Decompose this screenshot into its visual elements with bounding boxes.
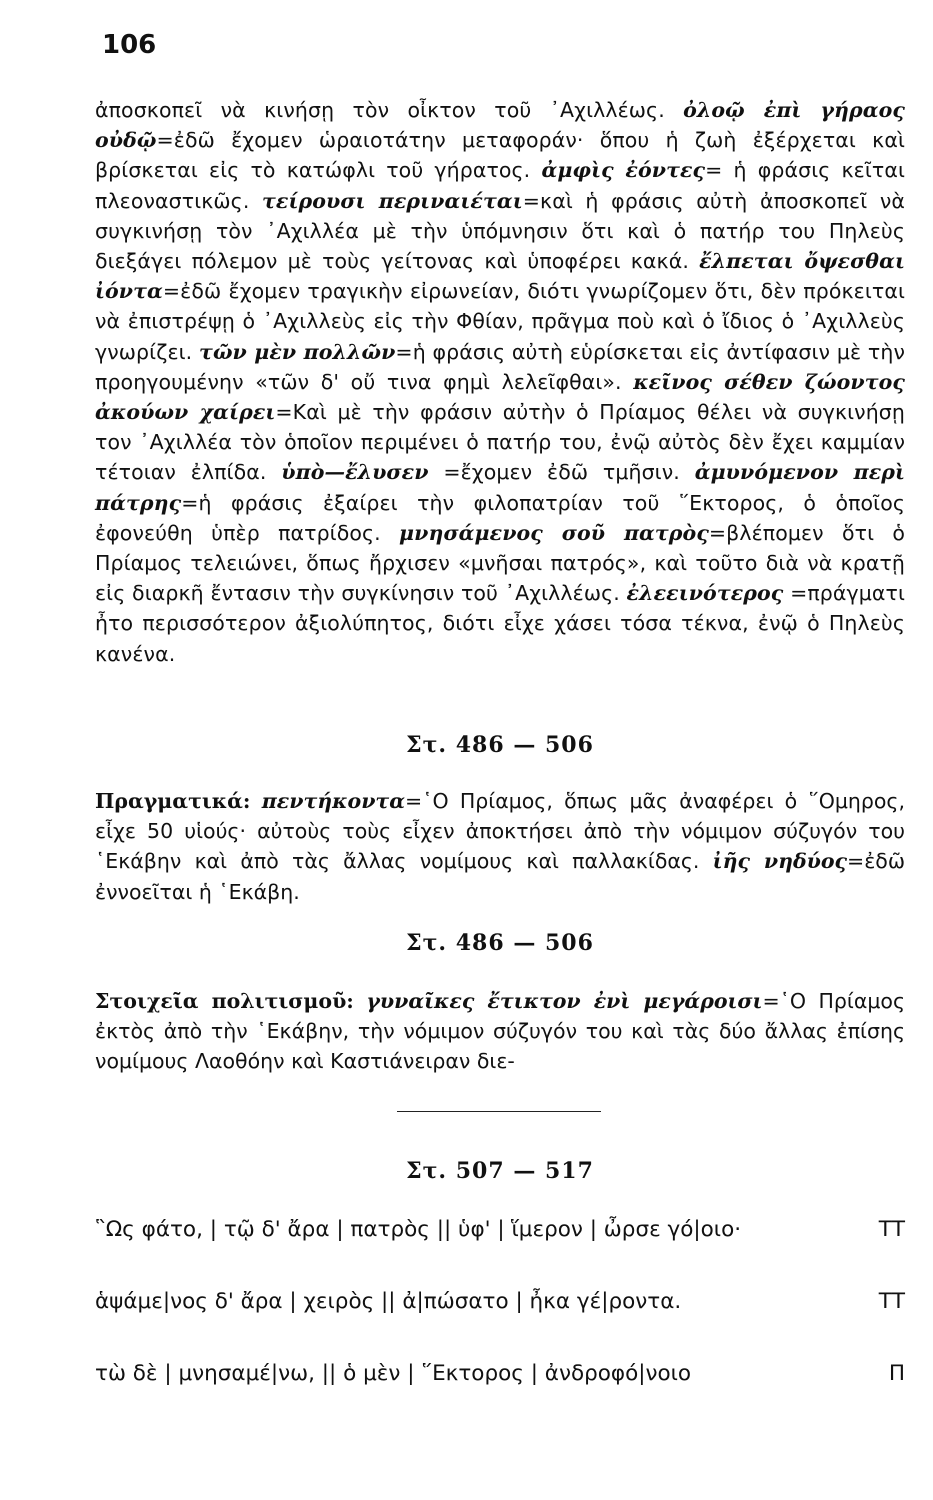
- pragmatika-text: [95, 786, 905, 907]
- lemma-term: μνησάμενος σοῦ πατρὸς: [399, 520, 709, 545]
- commentary-segment: =ἐδῶ ἔχομεν τραγικὴν εἰρωνείαν, διότι γνωρίζομεν ὅτι, δὲν πρόκειται νὰ ἐπιστρέψῃ ὁ ᾿Αχιλλεὺς εἰς τὴν Φθίαν, πρᾶγμα ποὺ καὶ ὁ ἴδιος ὁ ᾿Αχιλλεὺς γνωρίζει.: [95, 279, 905, 364]
- lemma-term: ἔλπεται ὄψεσθαι ἰόντα: [95, 249, 905, 304]
- culture-label: Στοιχεῖα πολιτισμοῦ:: [95, 989, 354, 1013]
- commentary-segment: [354, 989, 366, 1013]
- page-number: 106: [102, 30, 157, 60]
- verse-meter: Π: [888, 1361, 905, 1386]
- lemma-term: ἀμφὶς ἐόντες: [541, 158, 706, 183]
- commentary-segment: =ἡ φράσις αὐτὴ εὑρίσκεται εἰς ἀντίφασιν μὲ τὴν προηγουμένην «τῶν δ' οὔ τινα φημὶ λελεῖφθαι».: [95, 339, 906, 394]
- verse-line-3: [95, 1361, 905, 1391]
- section-divider: [397, 1111, 601, 1112]
- commentary-segment: =ἡ φράσις ἐξαίρει τὴν φιλοπατρίαν τοῦ ῞Εκτορος, ὁ ὁποῖος ἐφονεύθη ὑπὲρ πατρίδος.: [95, 490, 905, 545]
- culture-text: [95, 986, 905, 1077]
- commentary-segment: =ἐδῶ ἔχομεν ὡραιοτάτην μεταφοράν· ὅπου ἡ ζωὴ ἐξέρχεται καὶ βρίσκεται εἰς τὸ κατώφλι τοῦ γήρατος.: [95, 128, 905, 183]
- lemma-term: τείρουσι περιναιέται: [262, 188, 523, 213]
- verse-text: ἁψάμε|νος δ' ἄρα | χειρὸς || ἀ|πώσατο | ἦκα γέ|ροντα.: [95, 1289, 682, 1314]
- lemma-term: ἐλεεινότερος: [626, 581, 784, 606]
- section-title-2: Στ. 486 — 506: [406, 930, 594, 956]
- lemma-term: κεῖνος σέθεν ζώοντος ἀκούων χαίρει: [95, 369, 906, 425]
- lemma-term: ἰῆς νηδύος: [712, 849, 848, 874]
- commentary-segment: ἀποσκοπεῖ νὰ κινήσῃ τὸν οἶκτον τοῦ ᾿Αχιλλέως.: [95, 98, 684, 122]
- verse-line-1: [95, 1217, 905, 1247]
- commentary-segment: =῾Ο Πρίαμος, ὅπως μᾶς ἀναφέρει ὁ ῞Ομηρος, εἶχε 50 υἱούς· αὐτοὺς τοὺς εἶχεν ἀποκτήσει ἀπὸ τὴν νόμιμον σύζυγόν του ῾Εκάβην καὶ ἀπὸ τὰς ἄλλας νομίμους καὶ παλλακίδας.: [95, 789, 905, 874]
- commentary-paragraph: [95, 95, 905, 669]
- lemma-term: ὑπὸ—ἔλυσεν: [281, 460, 429, 485]
- lemma-term: ὀλοῷ ἐπὶ γήραος οὐδῷ: [95, 98, 906, 153]
- section-title-3: Στ. 507 — 517: [406, 1158, 594, 1184]
- pragmatika-paragraph: [95, 786, 905, 907]
- commentary-segment: = ἡ φράσις κεῖται πλεοναστικῶς.: [95, 158, 905, 213]
- commentary-segment: =῾Ο Πρίαμος ἐκτὸς ἀπὸ τὴν ῾Εκάβην, τὴν νόμιμον σύζυγόν του καὶ τὰς δύο ἄλλας ἐπίσης νομίμους Λαοθόην καὶ Καστιάνειραν διε-: [95, 989, 905, 1074]
- lemma-term: πεντήκοντα: [261, 789, 406, 813]
- commentary-text: [95, 95, 905, 669]
- lemma-term: ἀμυνόμενον περὶ πάτρης: [95, 460, 906, 515]
- commentary-segment: =βλέπομεν ὅτι ὁ Πρίαμος τελειώνει, ὅπως ἤρχισεν «μνῆσαι πατρός», καὶ τοῦτο διὰ νὰ κρατῇ εἰς διαρκῆ ἔντασιν τὴν συγκίνησιν τοῦ ᾿Αχιλλέως.: [95, 520, 906, 606]
- commentary-segment: =ἔχομεν ἐδῶ τμῆσιν.: [428, 460, 695, 485]
- verse-meter: ΤΤ: [878, 1289, 905, 1314]
- verse-line-2: [95, 1289, 905, 1319]
- commentary-segment: [251, 789, 262, 813]
- commentary-segment: =καὶ ἡ φράσις αὐτὴ ἀποσκοπεῖ νὰ συγκινήσῃ τὸν ᾿Αχιλλέα μὲ τὴν ὑπόμνησιν ὅτι καὶ ὁ πατήρ του Πηλεὺς διεξάγει πόλεμον μὲ τοὺς γείτονας καὶ ὑποφέρει κακά.: [95, 188, 905, 274]
- verse-text: τὼ δὲ | μνησαμέ|νω, || ὁ μὲν | ῞Εκτορος | ἀνδροφό|νοιο: [95, 1361, 692, 1386]
- verse-text: ῝Ως φάτο, | τῷ δ' ἄρα | πατρὸς || ὑφ' | ἵμερον | ὦρσε γό|οιο·: [95, 1217, 742, 1242]
- commentary-segment: =Καὶ μὲ τὴν φράσιν αὐτὴν ὁ Πρίαμος θέλει νὰ συγκινήσῃ τον ᾿Αχιλλέα τὸν ὁποῖον περιμένει ὁ πατήρ του, ἐνῷ αὐτὸς δὲν ἔχει καμμίαν τέτοιαν ἐλπίδα.: [95, 400, 905, 485]
- verse-meter: ΤΤ: [878, 1217, 905, 1242]
- section-title-1: Στ. 486 — 506: [406, 732, 594, 758]
- lemma-term: τῶν μὲν πολλῶν: [199, 339, 396, 364]
- pragmatika-label: Πραγματικά:: [95, 789, 251, 813]
- commentary-segment: =πράγματι ἦτο περισσότερον ἀξιολύπητος, διότι εἶχε χάσει τόσα τέκνα, ἐνῷ ὁ Πηλεὺς κανένα.: [95, 581, 905, 666]
- commentary-segment: =ἐδῶ ἐννοεῖται ἡ ῾Εκάβη.: [95, 849, 905, 904]
- lemma-term: γυναῖκες ἔτικτον ἐνὶ μεγάροισι: [366, 989, 763, 1013]
- culture-paragraph: [95, 986, 905, 1077]
